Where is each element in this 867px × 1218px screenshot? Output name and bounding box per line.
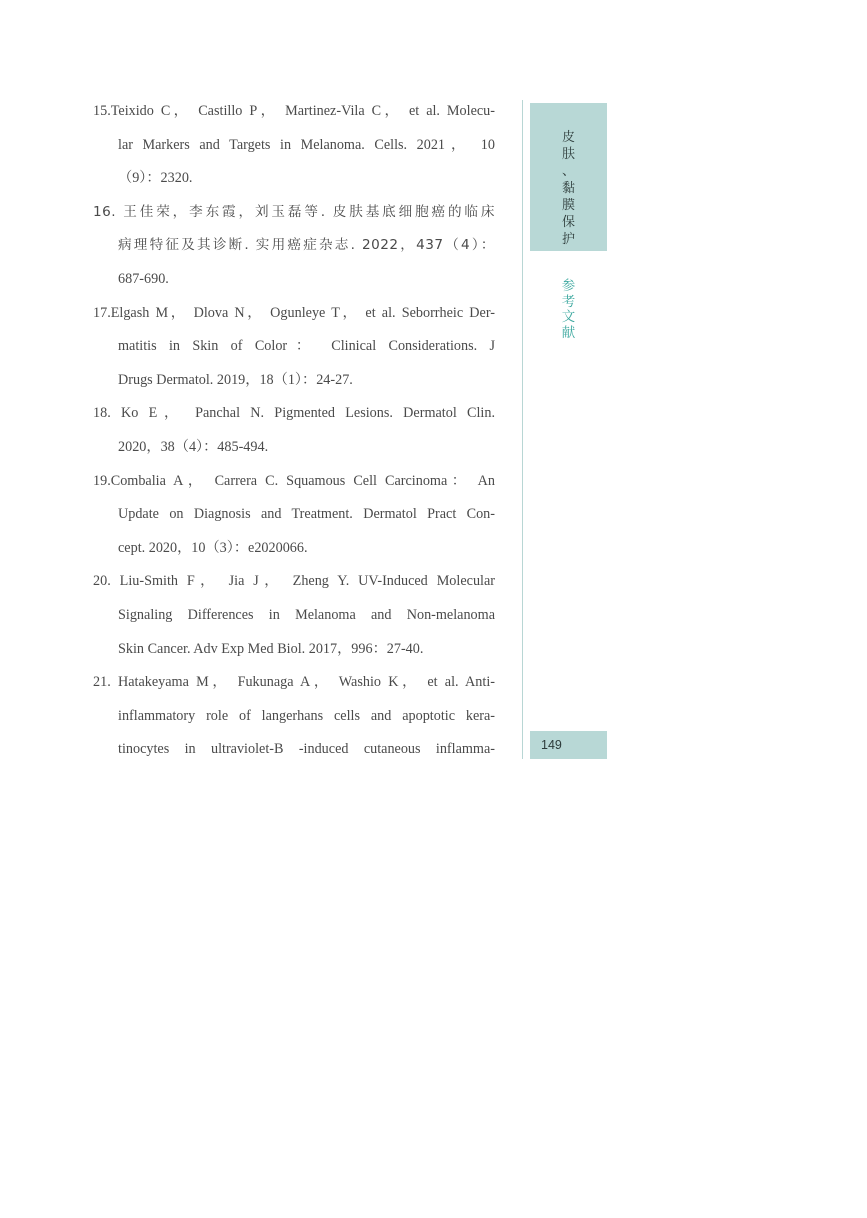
reference-line: 687-690. xyxy=(118,270,169,287)
reference-line: 2020，38（4）：485-494. xyxy=(118,438,269,455)
reference-line: 20. Liu-Smith F， Jia J， Zheng Y. UV-Induced Molecular xyxy=(93,573,495,590)
reference-item xyxy=(93,666,495,767)
chapter-title-char: 保 xyxy=(561,215,575,230)
reference-line: 15.Teixido C， Castillo P， Martinez-Vila C， et al. Molecu- xyxy=(93,103,495,119)
reference-line: matitis in Skin of Color： Clinical Considerations. J xyxy=(118,338,495,355)
section-title xyxy=(530,279,607,341)
reference-item xyxy=(93,565,495,666)
reference-item xyxy=(93,465,495,566)
reference-line: 17.Elgash M， Dlova N， Ogunleye T， et al. Seborrheic Der- xyxy=(93,304,495,321)
reference-line: inflammatory role of langerhans cells and apoptotic kera- xyxy=(118,707,495,724)
page-number: 149 xyxy=(541,738,562,752)
reference-list xyxy=(93,95,495,767)
reference-line: 16. 王佳荣，李东霞，刘玉磊等. 皮肤基底细胞癌的临床 xyxy=(93,203,495,220)
chapter-title-char: 膜 xyxy=(561,198,575,213)
chapter-title-char: 肤 xyxy=(561,147,575,162)
reference-line: Signaling Differences in Melanoma and Non-melanoma xyxy=(118,606,495,623)
reference-line: （9）：2320. xyxy=(118,170,193,187)
reference-line: 病理特征及其诊断. 实用癌症杂志. 2022，437（4）： xyxy=(118,237,495,254)
reference-line: 21. Hatakeyama M， Fukunaga A， Washio K， et al. Anti- xyxy=(93,674,495,691)
reference-item xyxy=(93,95,495,196)
section-title-char: 考 xyxy=(561,293,576,310)
reference-line: Drugs Dermatol. 2019，18（1）：24-27. xyxy=(118,371,353,388)
reference-line: 19.Combalia A， Carrera C. Squamous Cell Carcinoma： An xyxy=(93,472,495,489)
section-title-char: 献 xyxy=(561,324,576,341)
column-divider xyxy=(522,100,523,759)
reference-item xyxy=(93,297,495,398)
chapter-title-char: 黏 xyxy=(561,181,575,196)
reference-line: 18. Ko E， Panchal N. Pigmented Lesions. Dermatol Clin. xyxy=(93,405,495,422)
reference-line: cept. 2020，10（3）：e2020066. xyxy=(118,539,308,556)
reference-item xyxy=(93,397,495,464)
page-number-box xyxy=(530,731,607,759)
reference-line: tinocytes in ultraviolet-B -induced cutaneous inflamma- xyxy=(118,741,495,758)
section-title-char: 参 xyxy=(561,278,576,294)
reference-line: Skin Cancer. Adv Exp Med Biol. 2017，996：27-40. xyxy=(118,640,424,657)
reference-line: Update on Diagnosis and Treatment. Dermatol Pract Con- xyxy=(118,506,495,523)
section-title-char: 文 xyxy=(561,309,576,325)
chapter-tab xyxy=(530,103,607,251)
chapter-title xyxy=(530,129,607,248)
chapter-title-char: 皮 xyxy=(561,130,575,145)
chapter-title-char: 、 xyxy=(561,164,575,179)
chapter-title-char: 护 xyxy=(561,232,575,247)
reference-item xyxy=(93,196,495,297)
reference-line: lar Markers and Targets in Melanoma. Cells. 2021， 10 xyxy=(118,136,495,153)
